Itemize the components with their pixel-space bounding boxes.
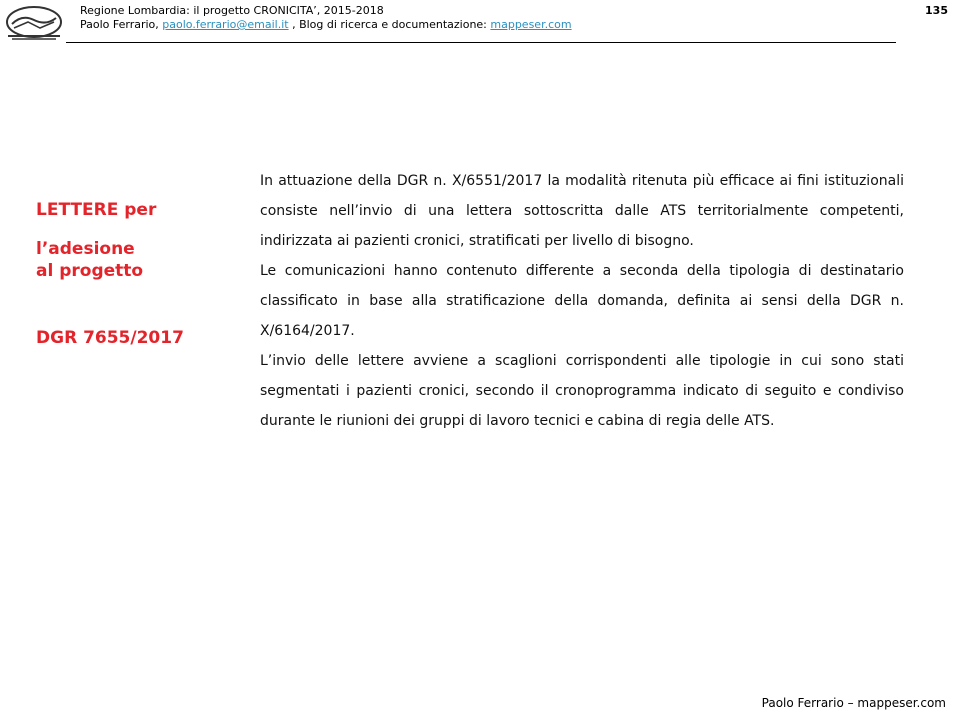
author-prefix: Paolo Ferrario, (80, 18, 163, 31)
page-header (80, 4, 572, 32)
heading-dgr: DGR 7655/2017 (36, 328, 184, 348)
paragraph: In attuazione della DGR n. X/6551/2017 la modalità ritenuta più efficace ai fini istituzionali consiste nell’invio di una lettera sottoscritta dalle ATS territorialmente competenti, indirizzata ai pazienti cronici, stratificati per livello di bisogno. (260, 173, 904, 249)
header-author-line (80, 18, 572, 32)
page-footer: Paolo Ferrario – mappeser.com (761, 696, 946, 710)
heading-lettere: LETTERE per (36, 200, 157, 220)
sidebar-headings (36, 198, 246, 350)
email-link[interactable]: paolo.ferrario@email.it (162, 18, 289, 31)
handshake-logo-icon (4, 2, 64, 42)
paragraph: Le comunicazioni hanno contenuto differente a seconda della tipologia di destinatario classificato in base alla stratificazione della domanda, definita ai sensi della DGR n. X/6164/2017. (260, 263, 904, 339)
paragraph: L’invio delle lettere avviene a scaglioni corrispondenti alle tipologie in cui sono stati segmentati i pazienti cronici, secondo il cronoprogramma indicato di seguito e condiviso durante le riunioni dei gruppi di lavoro tecnici e cabina di regia delle ATS. (260, 353, 904, 429)
blog-label: , Blog di ricerca e documentazione: (288, 18, 491, 31)
page-number: 135 (925, 4, 948, 17)
main-content (260, 166, 904, 436)
header-title: Regione Lombardia: il progetto CRONICITA’, 2015-2018 (80, 4, 384, 17)
heading-adesione-line2: al progetto (36, 261, 144, 281)
heading-adesione (36, 238, 246, 282)
header-divider (66, 42, 896, 43)
blog-link[interactable]: mappeser.com (490, 18, 572, 31)
heading-adesione-line1: l’adesione (36, 239, 135, 259)
